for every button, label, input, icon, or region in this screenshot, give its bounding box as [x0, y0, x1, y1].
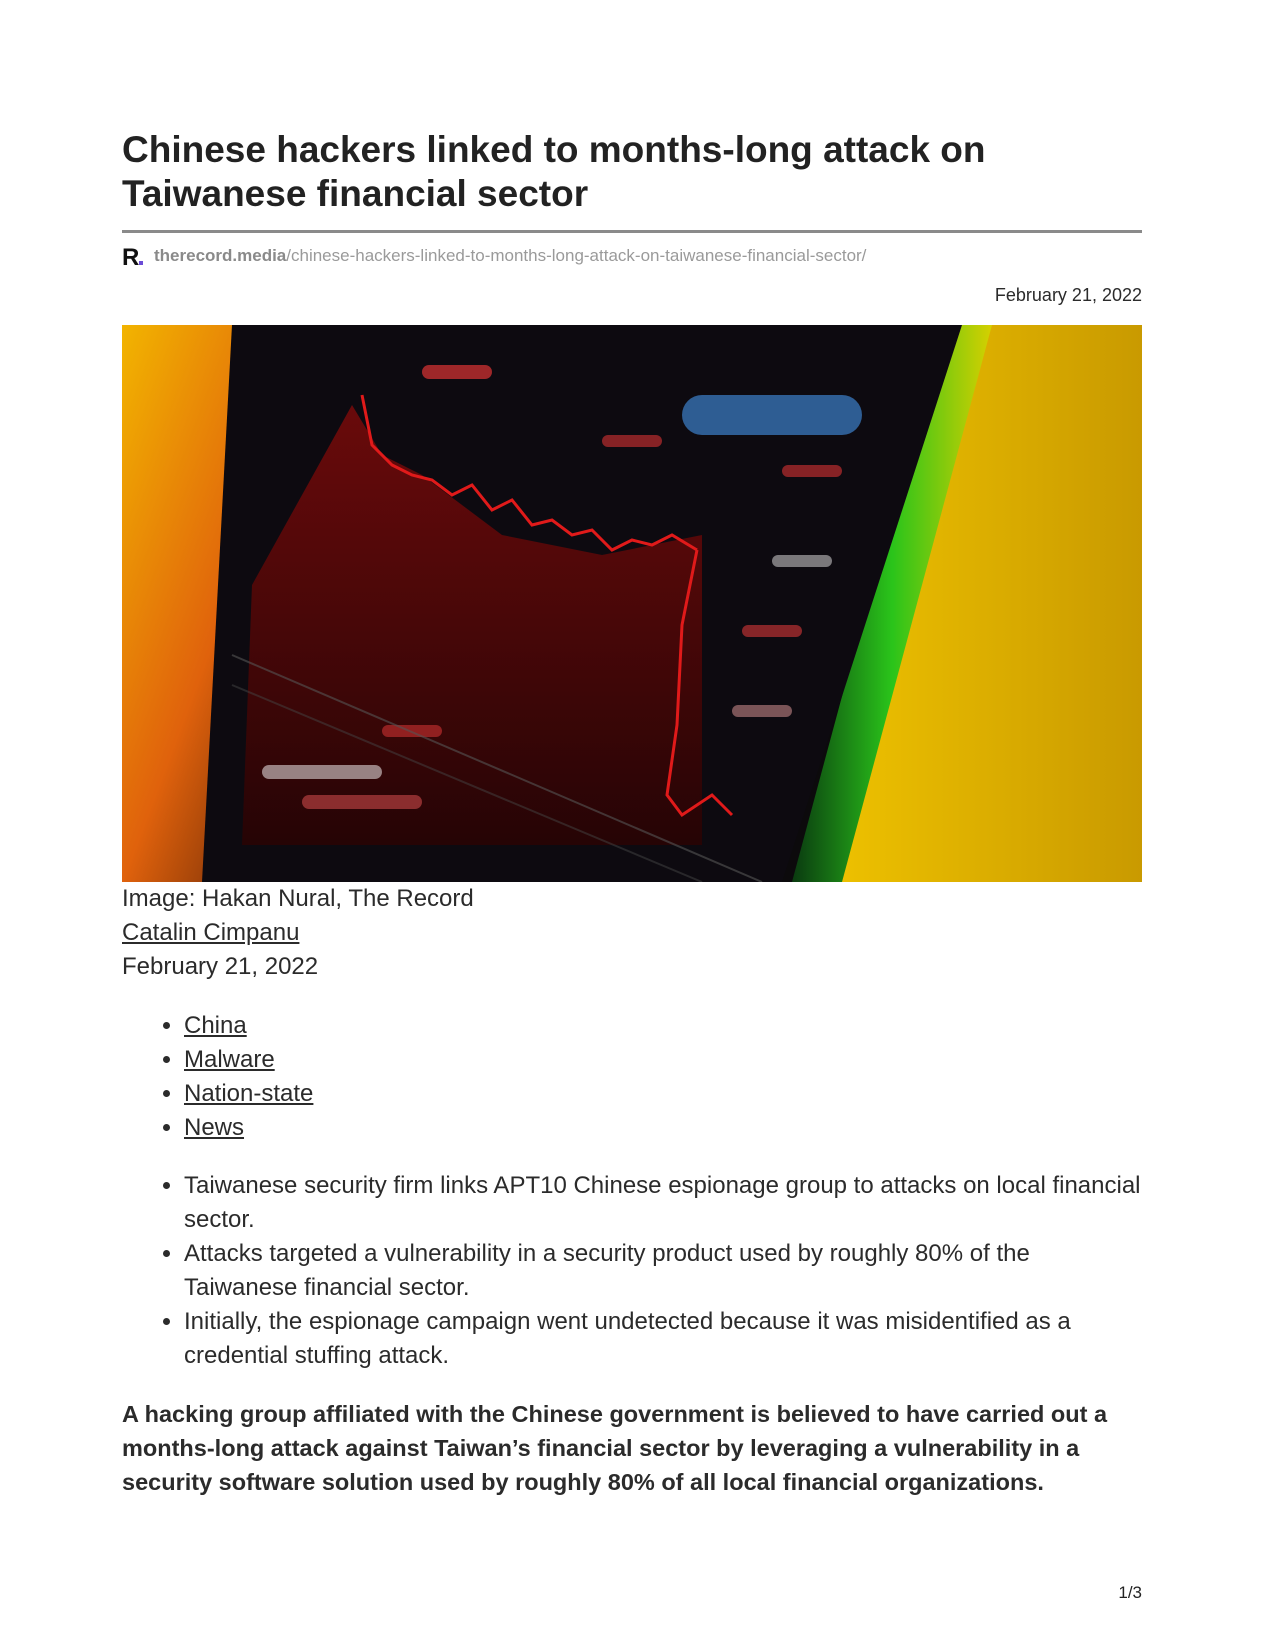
- author-line: [122, 916, 1142, 950]
- article-page: [122, 128, 1142, 1523]
- list-item: [184, 1111, 1142, 1145]
- summary-bullet: • Initially, the espionage campaign went undetected because it was misidentified as a credential stuffing attack.: [184, 1305, 1142, 1373]
- article-title: Chinese hackers linked to months-long attack on Taiwanese financial sector: [122, 129, 986, 214]
- the-record-logo-icon: [122, 244, 146, 268]
- tag-link-malware[interactable]: Malware: [184, 1046, 275, 1073]
- source-path[interactable]: /chinese-hackers-linked-to-months-long-attack-on-taiwanese-financial-sector/: [286, 246, 867, 265]
- list-item: [184, 1043, 1142, 1077]
- title-divider: [122, 230, 1142, 233]
- hero-image: [122, 325, 1142, 882]
- tag-list: [122, 1009, 1142, 1145]
- article-date: February 21, 2022: [122, 953, 319, 980]
- summary-bullet: • Attacks targeted a vulnerability in a security product used by roughly 80% of the Taiwanese financial sector.: [184, 1237, 1142, 1305]
- image-credit: Image: Hakan Nural, The Record: [122, 885, 474, 912]
- tag-link-china[interactable]: China: [184, 1012, 247, 1039]
- page-number: 1/3: [1118, 1583, 1142, 1602]
- published-date-top: February 21, 2022: [994, 285, 1142, 305]
- article-lede: A hacking group affiliated with the Chinese government is believed to have carried out a months-long attack against Taiwan’s financial sector by leveraging a vulnerability in a security software solution used by roughly 80% of all local financial organizations.: [122, 1401, 1108, 1495]
- tag-link-nation-state[interactable]: Nation-state: [184, 1080, 314, 1107]
- summary-bullets: [122, 1169, 1142, 1373]
- tag-link-news[interactable]: News: [184, 1114, 245, 1141]
- list-item: [184, 1009, 1142, 1043]
- author-link[interactable]: Catalin Cimpanu: [122, 919, 300, 946]
- source-domain[interactable]: therecord.media: [154, 246, 287, 265]
- summary-bullet: • Taiwanese security firm links APT10 Chinese espionage group to attacks on local financial sector.: [184, 1169, 1142, 1237]
- source-url[interactable]: [122, 244, 1142, 268]
- svg-text:R: R: [122, 244, 140, 268]
- list-item: [184, 1077, 1142, 1111]
